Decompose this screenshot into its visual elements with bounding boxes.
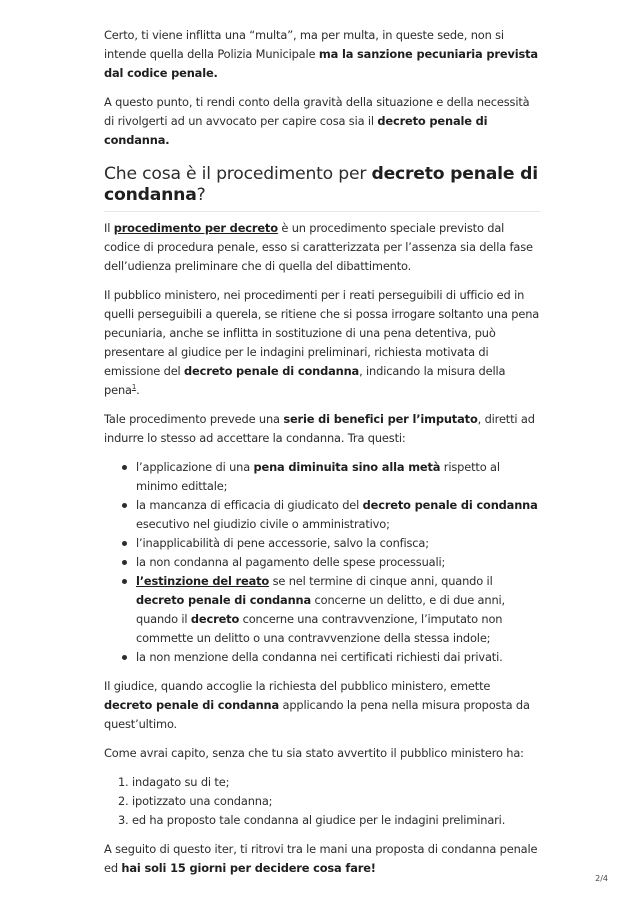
heading-text: Che cosa è il procedimento per	[104, 164, 372, 184]
heading-text: ?	[196, 185, 206, 205]
text: Il pubblico ministero, nei procedimenti per i reati perseguibili di ufficio ed in quelli perseguibili a querela, se ritiene che si possa irrogare soltanto una pena pecuniaria, anche se inflitta in sostituzione di una pena detentiva, può presentare al giudice per le indagini preliminari, richiesta motivata di emissione del	[104, 288, 540, 378]
bold-text: decreto	[190, 612, 240, 626]
paragraph-procedimento	[104, 219, 540, 276]
text: Il	[104, 221, 114, 235]
text: Tale procedimento prevede una	[104, 412, 284, 426]
text: la mancanza di efficacia di giudicato del	[136, 498, 363, 512]
paragraph-pubblico-ministero	[104, 286, 540, 400]
document-body	[104, 26, 540, 888]
bold-text: decreto penale di condanna	[136, 593, 312, 607]
numbered-list	[104, 773, 540, 830]
paragraph-avvocato	[104, 93, 540, 150]
text: applicando la pena nella misura proposta da quest’ultimo.	[104, 698, 530, 731]
estinzione-del-reato-link[interactable]: l’estinzione del reato	[136, 574, 270, 588]
text: .	[136, 383, 140, 397]
heading-bold: decreto penale di condanna	[104, 164, 538, 205]
paragraph-come-avrai-capito: Come avrai capito, senza che tu sia stato avvertito il pubblico ministero ha:	[104, 746, 524, 760]
paragraph-giudice	[104, 677, 540, 734]
bold-text: pena diminuita sino alla metà	[253, 460, 441, 474]
text: rispetto al minimo edittale;	[136, 460, 500, 493]
bold-text: serie di benefici per l’imputato	[283, 412, 478, 426]
numbered-item: 2. ipotizzato una condanna;	[132, 792, 540, 811]
text: Certo, ti viene inflitta una “multa”, ma per multa, in queste sede, non si intende quella della Polizia Municipale	[104, 28, 504, 61]
page-number: 2/4	[595, 874, 608, 883]
bold-text: ma la sanzione pecuniaria prevista dal codice penale.	[104, 47, 538, 80]
text: è un procedimento speciale previsto dal codice di procedura penale, esso si caratterizzata per l’assenza sia della fase dell’udienza preliminare che di quella del dibattimento.	[104, 221, 533, 273]
text: esecutivo nel giudizio civile o amministrativo;	[136, 517, 390, 531]
text: A seguito di questo iter, ti ritrovi tra le mani una proposta di condanna penale ed	[104, 842, 538, 875]
procedimento-per-decreto-link[interactable]: procedimento per decreto	[113, 221, 278, 235]
benefits-list	[104, 458, 540, 667]
paragraph-multa	[104, 26, 540, 83]
bold-text: decreto penale di condanna	[104, 698, 280, 712]
bold-text: hai soli 15 giorni per decidere cosa fare!	[121, 861, 376, 875]
text: A questo punto, ti rendi conto della gravità della situazione e della necessità di rivolgerti ad un avvocato per capire cosa sia il	[104, 95, 530, 128]
text: l’applicazione di una	[136, 460, 254, 474]
list-item: la non menzione della condanna nei certificati richiesti dai privati.	[136, 648, 540, 667]
bold-text: decreto penale di condanna	[362, 498, 538, 512]
numbered-item: 1. indagato su di te;	[132, 773, 540, 792]
list-item	[136, 496, 540, 534]
paragraph-benefici	[104, 410, 540, 448]
list-item: la non condanna al pagamento delle spese processuali;	[136, 553, 540, 572]
bold-text: decreto penale di condanna.	[104, 114, 488, 147]
bold-text: decreto penale di condanna	[184, 364, 360, 378]
paragraph-15-giorni	[104, 840, 540, 878]
text: Il giudice, quando accoglie la richiesta del pubblico ministero, emette	[104, 679, 491, 693]
list-item	[136, 572, 540, 648]
text: , indicando la misura della pena	[104, 364, 506, 397]
footnote-link[interactable]: 1	[131, 383, 137, 391]
text: concerne un delitto, e di due anni, quando il	[136, 593, 506, 626]
text: , diretti ad indurre lo stesso ad accettare la condanna. Tra questi:	[104, 412, 535, 445]
numbered-item: 3. ed ha proposto tale condanna al giudice per le indagini preliminari.	[132, 811, 540, 830]
list-item	[136, 458, 540, 496]
list-item: l’inapplicabilità di pene accessorie, salvo la confisca;	[136, 534, 540, 553]
section-heading	[104, 164, 540, 212]
text: se nel termine di cinque anni, quando il	[269, 574, 493, 588]
text: concerne una contravvenzione, l’imputato non commette un delitto o una contravvenzione della stessa indole;	[136, 612, 503, 645]
